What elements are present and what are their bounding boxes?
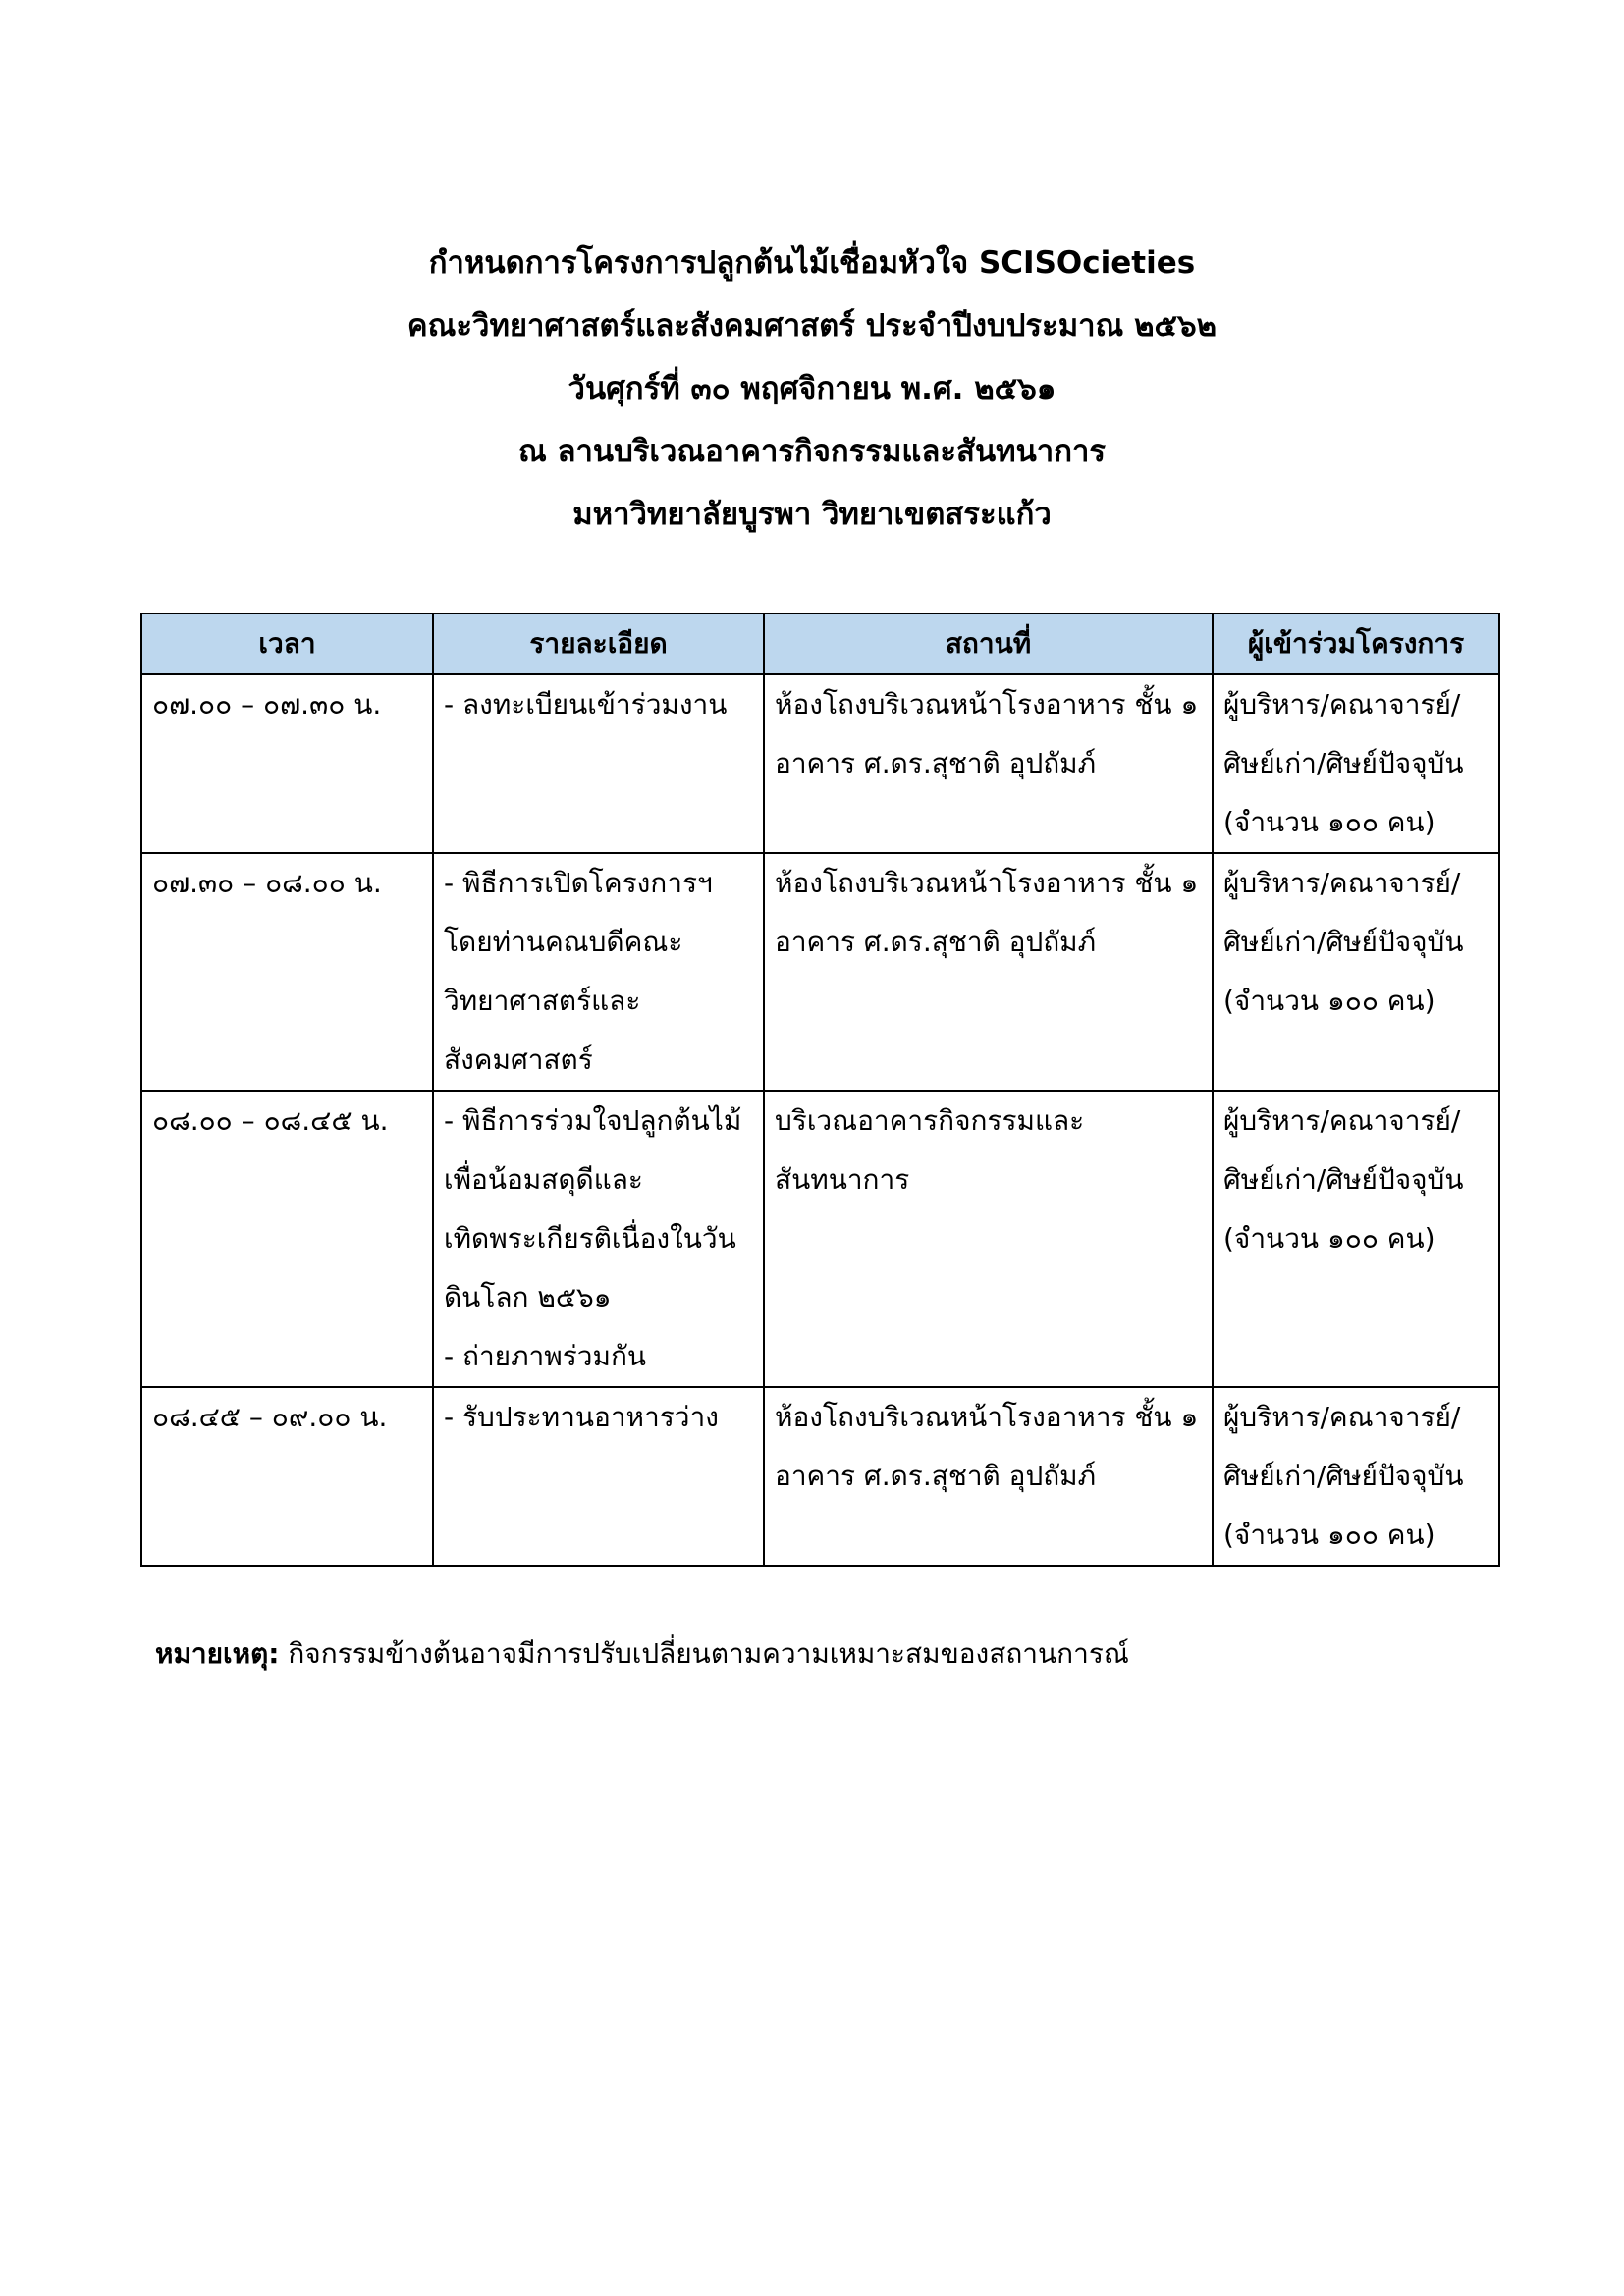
cell-location xyxy=(764,1387,1213,1566)
table-row xyxy=(141,674,1499,853)
cell-location xyxy=(764,853,1213,1091)
title-line-2: คณะวิทยาศาสตร์และสังคมศาสตร์ ประจำปีงบประมาณ ๒๕๖๒ xyxy=(406,308,1218,344)
cell-participants xyxy=(1213,674,1499,853)
cell-details-line: - ถ่ายภาพร่วมกัน xyxy=(444,1340,647,1372)
cell-time xyxy=(141,1387,433,1566)
cell-time xyxy=(141,1091,433,1387)
cell-details-line: - ลงทะเบียนเข้าร่วมงาน xyxy=(444,688,728,721)
table-row xyxy=(141,1091,1499,1387)
schedule-table xyxy=(140,613,1500,1567)
cell-location-line: สันทนาการ xyxy=(775,1163,910,1196)
cell-location-line: อาคาร ศ.ดร.สุชาติ อุปถัมภ์ xyxy=(775,926,1097,958)
footnote-text: กิจกรรมข้างต้นอาจมีการปรับเปลี่ยนตามความเหมาะสมของสถานการณ์ xyxy=(279,1637,1129,1670)
cell-details xyxy=(433,674,764,853)
cell-details-line: เทิดพระเกียรติเนื่องในวัน xyxy=(444,1222,736,1255)
cell-participants-line: (จำนวน ๑๐๐ คน) xyxy=(1223,806,1435,838)
header-details: รายละเอียด xyxy=(433,614,764,674)
cell-time-text: ๐๘.๔๕ – ๐๙.๐๐ น. xyxy=(152,1401,388,1433)
table-row xyxy=(141,853,1499,1091)
footnote-label: หมายเหตุ: xyxy=(155,1637,280,1670)
cell-location-line: อาคาร ศ.ดร.สุชาติ อุปถัมภ์ xyxy=(775,1460,1097,1492)
cell-location xyxy=(764,1091,1213,1387)
cell-participants-line: ศิษย์เก่า/ศิษย์ปัจจุบัน xyxy=(1223,926,1464,958)
document-title xyxy=(0,232,1624,546)
cell-details-line: ดินโลก ๒๕๖๑ xyxy=(444,1281,612,1313)
cell-participants-line: ผู้บริหาร/คณาจารย์/ xyxy=(1223,867,1461,899)
cell-participants-line: (จำนวน ๑๐๐ คน) xyxy=(1223,1519,1435,1551)
footnote xyxy=(155,1629,1129,1679)
table-body xyxy=(141,674,1499,1566)
cell-participants-line: ศิษย์เก่า/ศิษย์ปัจจุบัน xyxy=(1223,1460,1464,1492)
cell-details-line: เพื่อน้อมสดุดีและ xyxy=(444,1163,643,1196)
cell-details-line: - พิธีการเปิดโครงการฯ xyxy=(444,867,713,899)
cell-location-line: ห้องโถงบริเวณหน้าโรงอาหาร ชั้น ๑ xyxy=(775,688,1199,721)
cell-details-line: - รับประทานอาหารว่าง xyxy=(444,1401,719,1433)
title-line-4: ณ ลานบริเวณอาคารกิจกรรมและสันทนาการ xyxy=(517,434,1107,469)
header-time: เวลา xyxy=(141,614,433,674)
cell-participants-line: ผู้บริหาร/คณาจารย์/ xyxy=(1223,1104,1461,1137)
header-location: สถานที่ xyxy=(764,614,1213,674)
cell-details-line: - พิธีการร่วมใจปลูกต้นไม้ xyxy=(444,1104,742,1137)
cell-participants xyxy=(1213,1387,1499,1566)
cell-time-text: ๐๗.๐๐ – ๐๗.๓๐ น. xyxy=(152,688,382,721)
cell-location xyxy=(764,674,1213,853)
title-line-5: มหาวิทยาลัยบูรพา วิทยาเขตสระแก้ว xyxy=(572,497,1052,532)
header-participants: ผู้เข้าร่วมโครงการ xyxy=(1213,614,1499,674)
title-line-1: กำหนดการโครงการปลูกต้นไม้เชื่อมหัวใจ SCISOcieties xyxy=(428,245,1196,281)
cell-details-line: วิทยาศาสตร์และ xyxy=(444,985,641,1017)
cell-time-text: ๐๗.๓๐ – ๐๘.๐๐ น. xyxy=(152,867,382,899)
cell-participants-line: ศิษย์เก่า/ศิษย์ปัจจุบัน xyxy=(1223,1163,1464,1196)
cell-participants-line: ผู้บริหาร/คณาจารย์/ xyxy=(1223,688,1461,721)
cell-participants-line: ศิษย์เก่า/ศิษย์ปัจจุบัน xyxy=(1223,747,1464,779)
cell-participants-line: ผู้บริหาร/คณาจารย์/ xyxy=(1223,1401,1461,1433)
cell-time xyxy=(141,853,433,1091)
title-line-3: วันศุกร์ที่ ๓๐ พฤศจิกายน พ.ศ. ๒๕๖๑ xyxy=(568,371,1056,406)
cell-participants-line: (จำนวน ๑๐๐ คน) xyxy=(1223,1222,1435,1255)
cell-time xyxy=(141,674,433,853)
cell-details-line: สังคมศาสตร์ xyxy=(444,1043,593,1076)
cell-participants xyxy=(1213,853,1499,1091)
cell-details xyxy=(433,1091,764,1387)
cell-participants xyxy=(1213,1091,1499,1387)
table-header-row xyxy=(141,614,1499,674)
table-row xyxy=(141,1387,1499,1566)
cell-location-line: ห้องโถงบริเวณหน้าโรงอาหาร ชั้น ๑ xyxy=(775,867,1199,899)
cell-location-line: ห้องโถงบริเวณหน้าโรงอาหาร ชั้น ๑ xyxy=(775,1401,1199,1433)
cell-details-line: โดยท่านคณบดีคณะ xyxy=(444,926,683,958)
cell-location-line: อาคาร ศ.ดร.สุชาติ อุปถัมภ์ xyxy=(775,747,1097,779)
cell-location-line: บริเวณอาคารกิจกรรมและ xyxy=(775,1104,1085,1137)
cell-details xyxy=(433,1387,764,1566)
cell-details xyxy=(433,853,764,1091)
cell-participants-line: (จำนวน ๑๐๐ คน) xyxy=(1223,985,1435,1017)
cell-time-text: ๐๘.๐๐ – ๐๘.๔๕ น. xyxy=(152,1104,389,1137)
